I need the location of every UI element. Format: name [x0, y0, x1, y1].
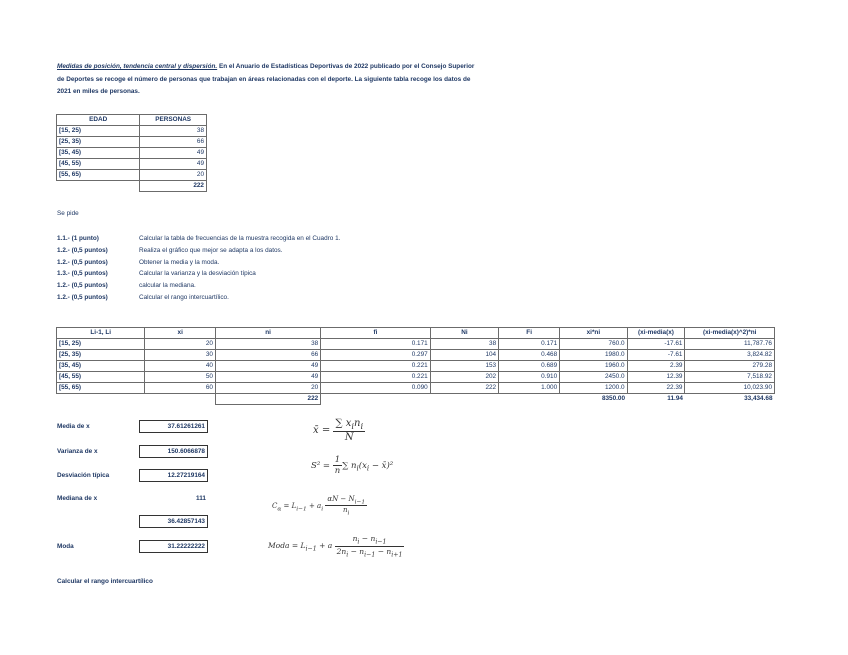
header-xi: xi [145, 328, 216, 339]
table-row [57, 383, 775, 394]
cell-edad: [45, 55) [57, 159, 140, 170]
cell: 222 [430, 383, 498, 394]
mediana-position: 111 [196, 495, 206, 502]
moda-label: Moda [57, 543, 74, 550]
header-sq-deviation: (xi-media(x)^2)*ni [685, 328, 775, 339]
cell: 1.000 [499, 383, 560, 394]
header-personas: PERSONAS [140, 115, 207, 126]
cell: [15, 25) [57, 339, 145, 350]
total-xini: 8350.00 [601, 395, 626, 403]
cell: -7.61 [627, 350, 685, 361]
cell: 2.39 [627, 361, 685, 372]
table-row [57, 148, 207, 159]
cell: 0.221 [321, 372, 430, 383]
total-ni: 222 [215, 394, 320, 405]
cell: 22.39 [627, 383, 685, 394]
task-text: Calcular el rango intercuartílico. [139, 293, 229, 301]
header-edad: EDAD [57, 115, 140, 126]
moda-value: 31.22222222 [139, 540, 208, 553]
task-id: 1.2.- (0,5 puntos) [57, 293, 108, 301]
total-row [57, 181, 207, 192]
cell-edad: [25, 35) [57, 137, 140, 148]
task-text: Calcular la varianza y la desviación típica [139, 270, 256, 278]
task-text: calcular la mediana. [139, 282, 196, 290]
cell: 1960.0 [560, 361, 627, 372]
cell: 104 [430, 350, 498, 361]
task-text: Calcular la tabla de frecuencias de la muestra recogida en el Cuadro 1. [139, 235, 341, 242]
cell: 49 [215, 372, 320, 383]
task-id: 1.3.- (0,5 puntos) [57, 270, 108, 278]
intro-highlight: Medidas de posición, tendencia central y dispersión. [57, 63, 218, 70]
cell: 760.0 [560, 339, 627, 350]
mediana-value: 36.42857143 [139, 515, 208, 528]
total-deviation: 11.94 [667, 395, 683, 403]
task-id: 1.2.- (0,5 puntos) [57, 282, 108, 290]
cell: 20 [215, 383, 320, 394]
cell: 66 [215, 350, 320, 361]
task-text: Realiza el gráfico que mejor se adapta a los datos. [139, 246, 283, 254]
header-ni: ni [215, 328, 320, 339]
cell-edad: [15, 25) [57, 126, 140, 137]
list-item [57, 245, 340, 257]
cell: 50 [145, 372, 216, 383]
task-list [57, 233, 340, 304]
table-row [57, 137, 207, 148]
intro-line1: En el Anuario de Estadísticas Deportivas de 2022 publicado por el Consejo Superior [217, 63, 475, 70]
list-item [57, 292, 340, 304]
cell: 1980.0 [560, 350, 627, 361]
header-li: Li-1, Li [57, 328, 145, 339]
cell: 1200.0 [560, 383, 627, 394]
table-row [57, 126, 207, 137]
header-fi: fi [321, 328, 430, 339]
footer-instruction: Calcular el rango intercuartílico [57, 578, 153, 585]
frequency-table-input [56, 114, 207, 192]
list-item [57, 257, 340, 269]
cell: 0.171 [499, 339, 560, 350]
cell: 0.221 [321, 361, 430, 372]
cell: 3,824.82 [685, 350, 775, 361]
cell-personas: 20 [140, 170, 207, 181]
cell: 38 [430, 339, 498, 350]
table-row [57, 372, 775, 383]
varianza-value: 150.6066878 [139, 445, 208, 458]
table-row [57, 170, 207, 181]
cell: 10,023.90 [685, 383, 775, 394]
cell: 0.910 [499, 372, 560, 383]
task-id: 1.1.- (1 punto) [57, 235, 99, 242]
desviacion-label: Desviación típica [57, 472, 110, 479]
cell: 7,518.92 [685, 372, 775, 383]
cell-edad: [35, 45) [57, 148, 140, 159]
media-label: Media de x [57, 423, 90, 430]
cell: -17.61 [627, 339, 685, 350]
cell: 2450.0 [560, 372, 627, 383]
table-row [57, 339, 775, 350]
mode-formula: Moda = $L_{i-1} + a$ $\frac{n_i - n_{i-1}}{2n_i - n_{i-1} - n_{i+1}}$ [268, 534, 403, 558]
table-row [57, 361, 775, 372]
cell: 153 [430, 361, 498, 372]
cell-personas: 38 [140, 126, 207, 137]
list-item [57, 280, 340, 292]
cell: 30 [145, 350, 216, 361]
header-xini: xi*ni [560, 328, 627, 339]
cell: [55, 65) [57, 383, 145, 394]
cell-personas: 66 [140, 137, 207, 148]
cell: 11,787.76 [685, 339, 775, 350]
variance-formula: S² = $\frac{1}{n}$ ∑ $n_i(x_i$ − x̄)² [311, 455, 394, 476]
se-pide-label: Se pide [57, 210, 79, 217]
cell: 49 [215, 361, 320, 372]
cell-personas: 49 [140, 159, 207, 170]
total-row [57, 394, 775, 405]
frequency-table-full [56, 327, 775, 405]
intro-line2: de Deportes se recoge el número de personas que trabajan en áreas relacionadas con el deporte. La siguiente tabla recoge los datos de [57, 75, 471, 83]
cell: 0.171 [321, 339, 430, 350]
cell: [25, 35) [57, 350, 145, 361]
list-item [57, 233, 340, 245]
task-id: 1.2.- (0,5 puntos) [57, 246, 108, 254]
cell-edad: [55, 65) [57, 170, 140, 181]
cell: 0.297 [321, 350, 430, 361]
mediana-label: Mediana de x [57, 495, 98, 502]
varianza-label: Varianza de x [57, 448, 98, 455]
cell: 20 [145, 339, 216, 350]
cell: 12.39 [627, 372, 685, 383]
list-item [57, 268, 340, 280]
mean-formula: x̄ = $\frac{\sum x_in_i}{N}$ [313, 418, 364, 443]
table-row [57, 159, 207, 170]
cell: 40 [145, 361, 216, 372]
task-id: 1.2.- (0,5 puntos) [57, 258, 108, 266]
table-row [57, 350, 775, 361]
cell: 60 [145, 383, 216, 394]
total-personas: 222 [140, 181, 207, 192]
intro-paragraph [57, 61, 474, 99]
header-Ni: Ni [430, 328, 498, 339]
cell: 38 [215, 339, 320, 350]
total-sq-deviation: 33,434.68 [744, 395, 773, 403]
task-text: Obtener la media y la moda. [139, 258, 220, 266]
desviacion-value: 12.27219164 [139, 469, 208, 482]
cell: [45, 55) [57, 372, 145, 383]
cell: 0.468 [499, 350, 560, 361]
header-deviation: (xi-media(x) [627, 328, 685, 339]
cell: 0.090 [321, 383, 430, 394]
media-value: 37.61261261 [139, 420, 208, 433]
cell: [35, 45) [57, 361, 145, 372]
cell-personas: 49 [140, 148, 207, 159]
cell: 279.28 [685, 361, 775, 372]
header-Fi: Fi [499, 328, 560, 339]
intro-line3: 2021 en miles de personas. [57, 88, 140, 96]
cell: 0.689 [499, 361, 560, 372]
quantile-formula: $C_\alpha = L_{i-1} + a_i$ $\frac{\alpha N - N_{i-1}}{n_i}$ [272, 495, 366, 517]
cell: 202 [430, 372, 498, 383]
